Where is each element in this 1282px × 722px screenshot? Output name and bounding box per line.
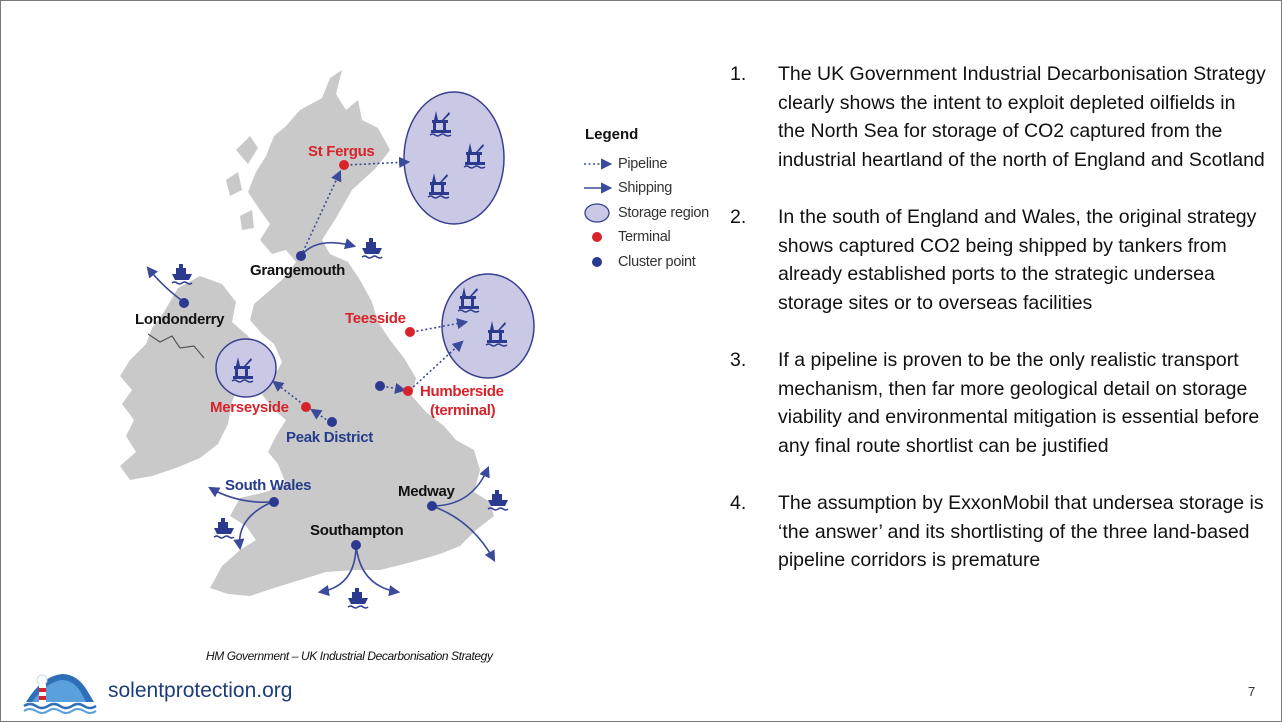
- terminal-merseyside: [301, 402, 311, 412]
- ship-icon: [172, 264, 192, 284]
- cluster-medway: [427, 501, 437, 511]
- label-merseyside: Merseyside: [210, 399, 289, 416]
- label-st-fergus: St Fergus: [308, 143, 375, 160]
- point-number: 1.: [730, 63, 747, 85]
- point-number: 3.: [730, 348, 747, 371]
- legend-item-terminal: Terminal: [618, 229, 671, 245]
- cluster-south-wales: [269, 497, 279, 507]
- terminal-humberside: [403, 386, 413, 396]
- storage-region-north: [404, 92, 504, 224]
- point-text: If a pipeline is proven to be the only realistic transport mechanism, then far more geological detail on storage viability and environmental mitigation is essential before any final route shortlist can be justified: [778, 348, 1260, 457]
- legend-item-shipping: Shipping: [618, 180, 673, 196]
- key-points-list: [726, 60, 1266, 603]
- cluster-humber-inland: [375, 381, 385, 391]
- legend-symbols: [584, 164, 610, 267]
- point-item: [726, 60, 1266, 174]
- terminal-st-fergus: [339, 160, 349, 170]
- cluster-grangemouth: [296, 251, 306, 261]
- legend-item-pipeline: Pipeline: [618, 156, 668, 172]
- ship-icon: [214, 518, 234, 538]
- legend-item-cluster-point: Cluster point: [618, 254, 696, 270]
- point-number: 4.: [730, 491, 747, 514]
- uk-decarbonisation-map: [60, 40, 720, 640]
- terminal-teesside: [405, 327, 415, 337]
- brand-name: solentprotection.org: [108, 679, 293, 702]
- label-southampton: Southampton: [310, 522, 404, 539]
- page-number: 7: [1248, 684, 1256, 699]
- legend-item-storage-region: Storage region: [618, 205, 709, 221]
- point-text: The UK Government Industrial Decarbonisation Strategy clearly shows the intent to exploit depleted oilfields in the North Sea for storage of CO2 captured from the industrial heartland of the north of England and Scotland: [778, 63, 1266, 171]
- point-item: [726, 489, 1266, 575]
- label-teesside: Teesside: [345, 310, 406, 327]
- label-grangemouth: Grangemouth: [250, 262, 346, 279]
- point-text: In the south of England and Wales, the original strategy shows captured CO2 being shipped by tankers from already established ports to the strategic undersea storage sites or to overseas facilities: [778, 205, 1257, 314]
- label-humberside: Humberside: [420, 383, 504, 400]
- cluster-southampton: [351, 540, 361, 550]
- cluster-londonderry: [179, 298, 189, 308]
- label-medway: Medway: [398, 483, 455, 500]
- lighthouse-logo-icon: [22, 668, 100, 714]
- point-item: [726, 203, 1266, 317]
- point-item: [726, 346, 1266, 460]
- legend-title: Legend: [585, 126, 639, 143]
- point-number: 2.: [730, 205, 747, 228]
- label-humberside-terminal: (terminal): [430, 402, 496, 419]
- label-londonderry: Londonderry: [135, 311, 225, 328]
- ship-icon: [362, 238, 382, 258]
- map-caption: HM Government – UK Industrial Decarbonisation Strategy: [206, 649, 493, 663]
- label-peak-district: Peak District: [286, 429, 373, 446]
- cluster-peak-district: [327, 417, 337, 427]
- label-south-wales: South Wales: [225, 477, 312, 494]
- ship-icon: [348, 588, 368, 608]
- storage-region-east: [442, 274, 534, 378]
- point-text: The assumption by ExxonMobil that undersea storage is ‘the answer’ and its shortlisting of the three land-based pipeline corridors is premature: [778, 491, 1264, 572]
